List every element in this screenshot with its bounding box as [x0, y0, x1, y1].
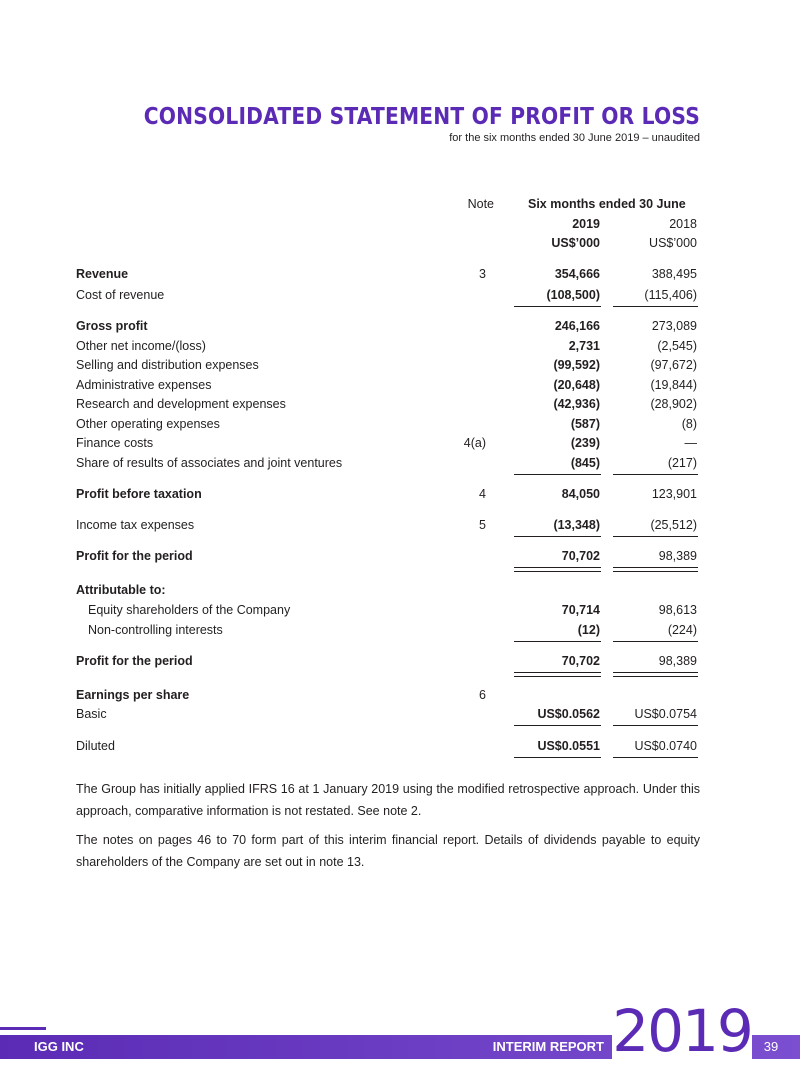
row-label: Research and development expenses	[76, 397, 286, 411]
eps-rule-2019	[514, 757, 601, 758]
row-value-2018: (115,406)	[644, 288, 697, 302]
table-row-other-operating	[76, 417, 700, 437]
row-note: 3	[479, 267, 486, 281]
row-value-2018: 388,495	[651, 267, 697, 281]
table-row-income-tax	[76, 518, 700, 538]
row-value-2019: (42,936)	[553, 397, 600, 411]
row-value-2019: (99,592)	[553, 358, 600, 372]
row-value-2019: 354,666	[554, 267, 600, 281]
note-column-header: Note	[467, 197, 494, 211]
footer-year-logo: 2019	[612, 997, 752, 1065]
table-row-eps-basic	[76, 707, 700, 727]
row-label: Revenue	[76, 267, 129, 281]
table-row-revenue	[76, 267, 700, 287]
row-label: Cost of revenue	[76, 288, 165, 302]
row-value-2018: 123,901	[651, 487, 697, 501]
eps-rule-2018	[613, 725, 698, 726]
row-label: Basic	[76, 707, 107, 721]
table-row-selling-distribution	[76, 358, 700, 378]
year-2019-header: 2019	[572, 217, 600, 231]
footer-company-name: IGG INC	[34, 1039, 84, 1054]
note-paragraph-ifrs16: The Group has initially applied IFRS 16 at 1 January 2019 using the modified retrospective approach. Under this approach, comparative information is not restated. See note 2.	[76, 782, 700, 818]
note-paragraph-dividends: The notes on pages 46 to 70 form part of this interim financial report. Details of dividends payable to equity shareholders of the Company are set out in note 13.	[76, 833, 700, 869]
row-value-2018: US$0.0740	[634, 739, 697, 753]
row-value-2018: (97,672)	[650, 358, 697, 372]
row-label: Income tax expenses	[76, 518, 195, 532]
eps-rule-2018	[613, 757, 698, 758]
subtotal-rule-2019	[514, 474, 601, 475]
row-label: Finance costs	[76, 436, 154, 450]
row-value-2018: 273,089	[651, 319, 697, 333]
row-value-2019: 246,166	[554, 319, 600, 333]
row-value-2019: 70,714	[561, 603, 600, 617]
unit-2019-header: US$’000	[551, 236, 600, 250]
row-label: Selling and distribution expenses	[76, 358, 259, 372]
row-label: Administrative expenses	[76, 378, 212, 392]
total-double-rule-2018	[613, 672, 698, 677]
row-label: Profit for the period	[76, 654, 193, 668]
row-value-2018: (28,902)	[650, 397, 697, 411]
unit-2018-header: US$’000	[649, 236, 697, 250]
page-subtitle: for the six months ended 30 June 2019 – unaudited	[449, 132, 700, 144]
row-value-2018: 98,613	[658, 603, 697, 617]
row-value-2019: 2,731	[568, 339, 600, 353]
row-label: Share of results of associates and joint ventures	[76, 456, 343, 470]
row-value-2018: —	[684, 436, 697, 450]
subtotal-rule-2018	[613, 306, 698, 307]
row-value-2018: (8)	[681, 417, 697, 431]
table-row-profit-for-period-2	[76, 654, 700, 674]
row-label: Gross profit	[76, 319, 148, 333]
row-value-2018: (19,844)	[650, 378, 697, 392]
year-2018-header: 2018	[669, 217, 697, 231]
table-row-other-net-income	[76, 339, 700, 359]
table-row-eps-diluted	[76, 739, 700, 759]
row-value-2018: 98,389	[658, 654, 697, 668]
total-double-rule-2019	[514, 672, 601, 677]
row-value-2019: (239)	[570, 436, 600, 450]
row-value-2019: (12)	[577, 623, 600, 637]
row-value-2018: (2,545)	[657, 339, 697, 353]
row-label: Diluted	[76, 739, 115, 753]
footer-report-name: INTERIM REPORT	[492, 1039, 604, 1054]
row-value-2018: (217)	[667, 456, 697, 470]
table-row-cost-of-revenue	[76, 288, 700, 308]
row-label: Earnings per share	[76, 688, 190, 702]
table-row-profit-before-tax	[76, 487, 700, 507]
row-value-2019: (587)	[570, 417, 600, 431]
row-label: Other net income/(loss)	[76, 339, 206, 353]
page-title: CONSOLIDATED STATEMENT OF PROFIT OR LOSS	[143, 104, 700, 130]
table-row-gross-profit	[76, 319, 700, 339]
subtotal-rule-2018	[613, 474, 698, 475]
row-value-2019: 70,702	[561, 654, 600, 668]
table-row-associates-jv	[76, 456, 700, 476]
table-row-administrative	[76, 378, 700, 398]
row-note: 4	[479, 487, 486, 501]
row-value-2018: (224)	[667, 623, 697, 637]
footer-accent-line	[0, 1027, 46, 1030]
row-label: Attributable to:	[76, 583, 166, 597]
row-value-2018: (25,512)	[650, 518, 697, 532]
table-row-non-controlling	[76, 623, 700, 643]
row-value-2019: US$0.0562	[537, 707, 600, 721]
table-row-equity-shareholders	[76, 603, 700, 623]
table-row-profit-for-period	[76, 549, 700, 569]
subtotal-rule-2019	[514, 306, 601, 307]
page-number: 39	[763, 1039, 779, 1054]
table-row-eps-heading	[76, 688, 700, 708]
row-value-2019: US$0.0551	[537, 739, 600, 753]
row-value-2019: (108,500)	[546, 288, 600, 302]
row-label: Other operating expenses	[76, 417, 220, 431]
subtotal-rule-2019	[514, 536, 601, 537]
row-label: Equity shareholders of the Company	[88, 603, 291, 617]
row-label: Non-controlling interests	[88, 623, 223, 637]
row-value-2019: (13,348)	[553, 518, 600, 532]
total-double-rule-2019	[514, 567, 601, 572]
subtotal-rule-2019	[514, 641, 601, 642]
subtotal-rule-2018	[613, 641, 698, 642]
row-note: 5	[479, 518, 486, 532]
period-header: Six months ended 30 June	[528, 197, 686, 211]
row-value-2019: 84,050	[561, 487, 600, 501]
total-double-rule-2018	[613, 567, 698, 572]
row-note: 4(a)	[463, 436, 486, 450]
row-value-2018: US$0.0754	[634, 707, 697, 721]
row-value-2018: 98,389	[658, 549, 697, 563]
table-row-finance-costs	[76, 436, 700, 456]
row-value-2019: 70,702	[561, 549, 600, 563]
row-label: Profit for the period	[76, 549, 193, 563]
row-value-2019: (845)	[570, 456, 600, 470]
table-row-research-development	[76, 397, 700, 417]
eps-rule-2019	[514, 725, 601, 726]
subtotal-rule-2018	[613, 536, 698, 537]
row-note: 6	[479, 688, 486, 702]
row-value-2019: (20,648)	[553, 378, 600, 392]
row-label: Profit before taxation	[76, 487, 202, 501]
table-row-attributable-heading	[76, 583, 700, 603]
